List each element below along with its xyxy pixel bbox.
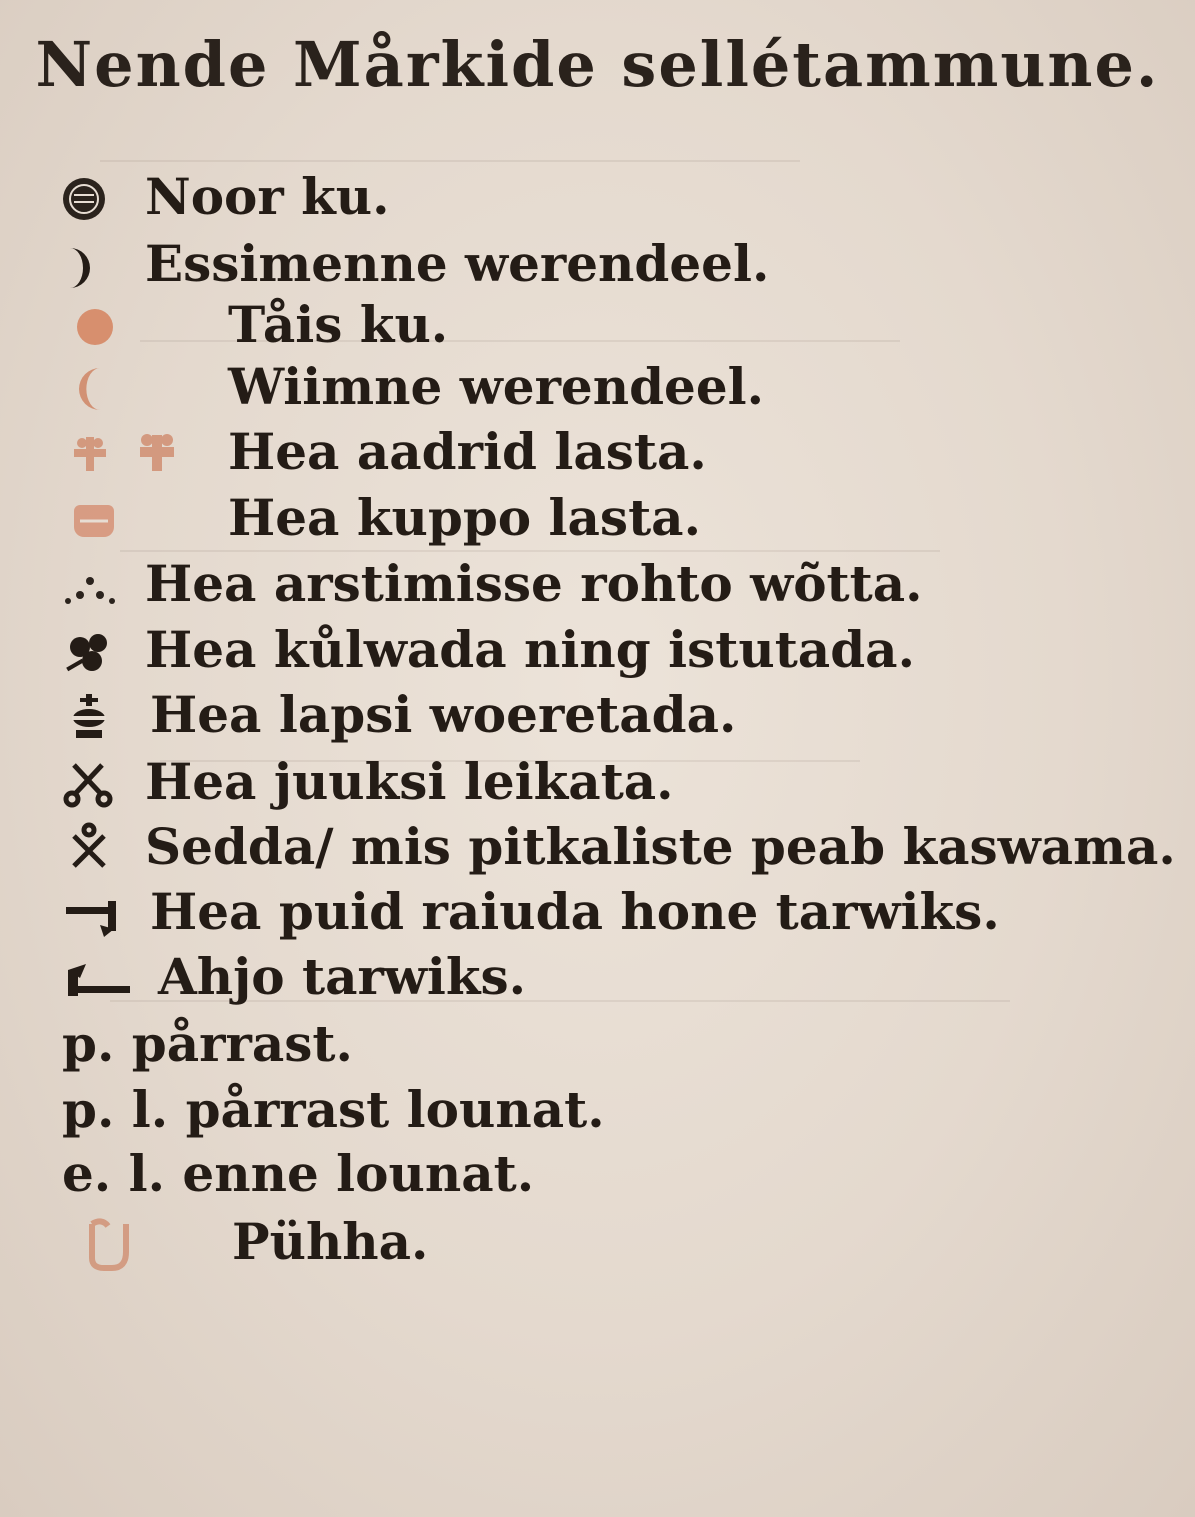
list-item [0,293,1195,357]
list-item [0,1078,1195,1142]
entry-text: p. pårrast. [62,1014,353,1073]
entry-text: Tåis ku. [228,295,449,354]
new-moon-icon [60,171,138,227]
list-item [0,750,1195,814]
bloodletting-icon [60,426,200,482]
list-item [0,420,1195,484]
entry-text: Hea arstimisse rohto wõtta. [145,554,923,613]
entry-text: p. l. pårrast lounat. [62,1080,605,1139]
list-item [0,815,1195,879]
medicine-dots-icon [60,558,138,614]
scissors-icon [60,756,138,812]
full-moon-icon [60,299,138,355]
entry-text: Pühha. [232,1212,429,1271]
entry-text: Sedda/ mis pitkaliste peab kaswama. [145,817,1176,876]
list-item [0,232,1195,296]
entry-text: Hea aadrid lasta. [228,422,707,481]
list-item [0,945,1195,1009]
page-title: Nende Mårkide sellétammune. [35,28,1160,101]
list-item [0,486,1195,550]
firewood-axe-icon [60,951,138,1007]
list-item [0,355,1195,419]
first-quarter-icon [60,238,138,294]
entry-text: Wiimne werendeel. [228,357,765,416]
entry-text: Hea kuppo lasta. [228,488,701,547]
entry-text: Hea juuksi leikata. [145,752,674,811]
entry-text: Hea puid raiuda hone tarwiks. [150,882,1000,941]
list-item [0,165,1195,229]
entry-text: e. l. enne lounat. [62,1144,535,1203]
last-quarter-icon [60,361,138,417]
entry-text: Essimenne werendeel. [145,234,770,293]
entry-text: Ahjo tarwiks. [158,947,527,1006]
weaning-icon [60,689,138,745]
list-item [0,683,1195,747]
list-item [0,618,1195,682]
sowing-icon [60,624,138,680]
list-item [0,1142,1195,1206]
growth-cross-icon [60,821,138,877]
list-item [0,1210,1195,1274]
cupping-icon [60,492,138,548]
list-item [0,1012,1195,1076]
list-item [0,552,1195,616]
building-axe-icon [60,886,138,942]
sunday-icon [80,1216,158,1272]
entry-text: Hea kůlwada ning istutada. [145,620,915,679]
entry-text: Hea lapsi woeretada. [150,685,737,744]
list-item [0,880,1195,944]
entry-text: Noor ku. [145,167,390,226]
